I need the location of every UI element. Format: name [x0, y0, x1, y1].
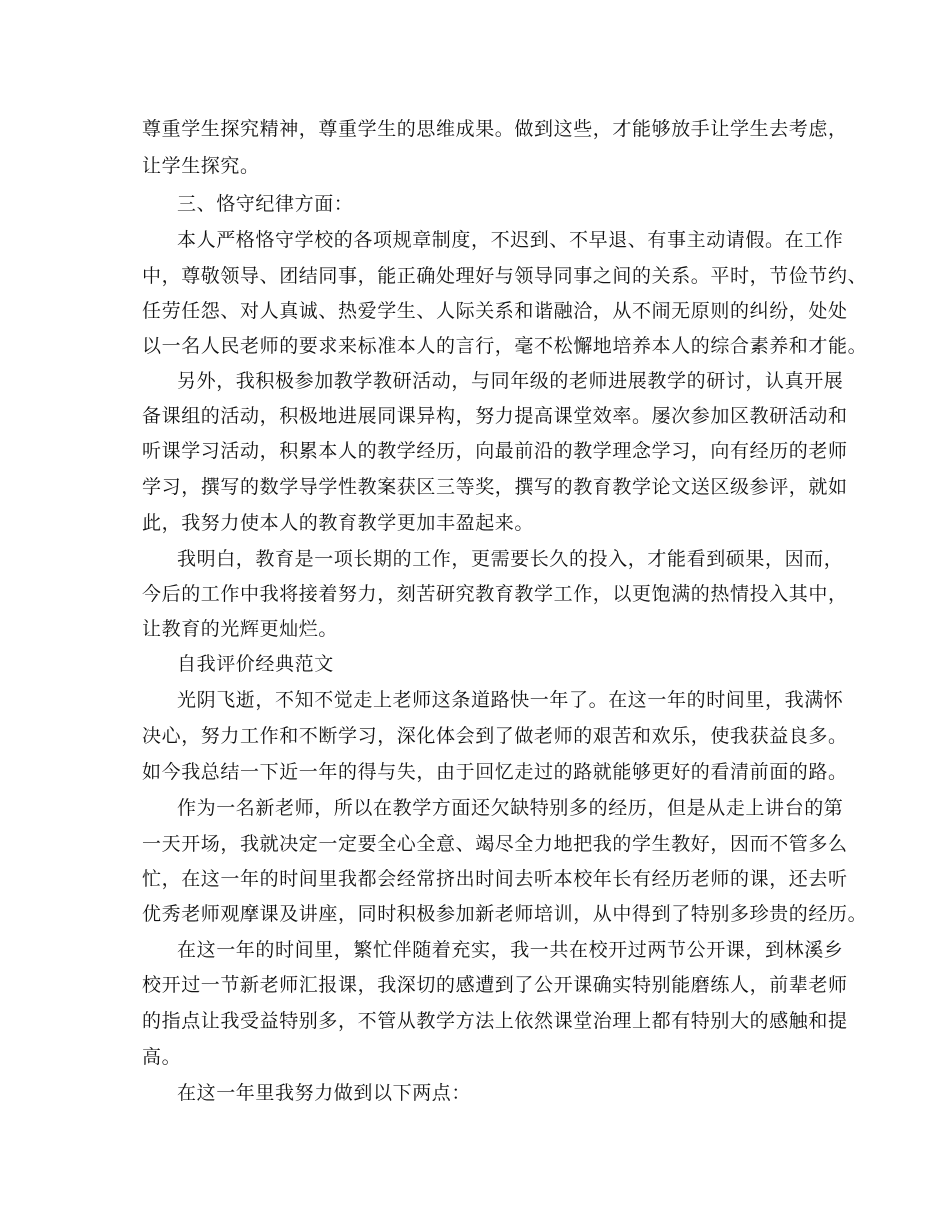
paragraph-line: 如今我总结一下近一年的得与失，由于回忆走过的路就能够更好的看清前面的路。 [142, 761, 848, 783]
paragraph-line: 一天开场，我就决定一定要全心全意、竭尽全力地把我的学生教好，因而不管多么 [142, 833, 848, 855]
paragraph-line: 我明白，教育是一项长期的工作，更需要长久的投入，才能看到硕果，因而， [177, 548, 844, 570]
paragraph-line: 的指点让我受益特别多，不管从教学方法上依然课堂治理上都有特别大的感触和提 [142, 1010, 848, 1032]
paragraph-line: 学习，撰写的数学导学性教案获区三等奖，撰写的教育教学论文送区级参评，就如 [142, 476, 848, 498]
paragraph-line: 在这一年的时间里，繁忙伴随着充实，我一共在校开过两节公开课，到林溪乡 [177, 939, 844, 961]
paragraph-line: 忙，在这一年的时间里我都会经常挤出时间去听本校年长有经历老师的课，还去听 [142, 868, 848, 890]
paragraph-line: 作为一名新老师，所以在教学方面还欠缺特别多的经历，但是从走上讲台的第 [177, 797, 844, 819]
paragraph-line: 今后的工作中我将接着努力，刻苦研究教育教学工作，以更饱满的热情投入其中， [142, 583, 848, 605]
paragraph-line: 光阴飞逝，不知不觉走上老师这条道路快一年了。在这一年的时间里，我满怀 [177, 689, 844, 711]
paragraph-line: 本人严格恪守学校的各项规章制度，不迟到、不早退、有事主动请假。在工作 [177, 229, 844, 251]
paragraph-line: 以一名人民老师的要求来标准本人的言行，毫不松懈地培养本人的综合素养和才能。 [142, 335, 868, 357]
paragraph-line: 高。 [142, 1046, 182, 1068]
paragraph-line: 在这一年里我努力做到以下两点： [177, 1082, 472, 1104]
paragraph-line: 校开过一节新老师汇报课，我深切的感遭到了公开课确实特别能磨练人，前辈老师 [142, 974, 848, 996]
paragraph-line: 任劳任怨、对人真诚、热爱学生、人际关系和谐融洽，从不闹无原则的纠纷，处处 [142, 300, 848, 322]
paragraph-line: 让学生探究。 [142, 155, 260, 177]
paragraph-line: 备课组的活动，积极地进展同课异构，努力提高课堂效率。屡次参加区教研活动和 [142, 405, 848, 427]
section-heading: 自我评价经典范文 [177, 653, 334, 675]
paragraph-line: 听课学习活动，积累本人的教学经历，向最前沿的教学理念学习，向有经历的老师 [142, 440, 848, 462]
paragraph-line: 此，我努力使本人的教育教学更加丰盈起来。 [142, 512, 535, 534]
paragraph-line: 尊重学生探究精神，尊重学生的思维成果。做到这些，才能够放手让学生去考虑， [142, 118, 848, 140]
paragraph-line: 优秀老师观摩课及讲座，同时积极参加新老师培训，从中得到了特别多珍贵的经历。 [142, 903, 868, 925]
paragraph-line: 决心，努力工作和不断学习，深化体会到了做老师的艰苦和欢乐，使我获益良多。 [142, 725, 848, 747]
paragraph-line: 另外，我积极参加教学教研活动，与同年级的老师进展教学的研讨，认真开展 [177, 370, 844, 392]
section-heading: 三、恪守纪律方面： [177, 193, 354, 215]
paragraph-line: 中，尊敬领导、团结同事，能正确处理好与领导同事之间的关系。平时，节俭节约、 [142, 265, 868, 287]
paragraph-line: 让教育的光辉更灿烂。 [142, 618, 339, 640]
